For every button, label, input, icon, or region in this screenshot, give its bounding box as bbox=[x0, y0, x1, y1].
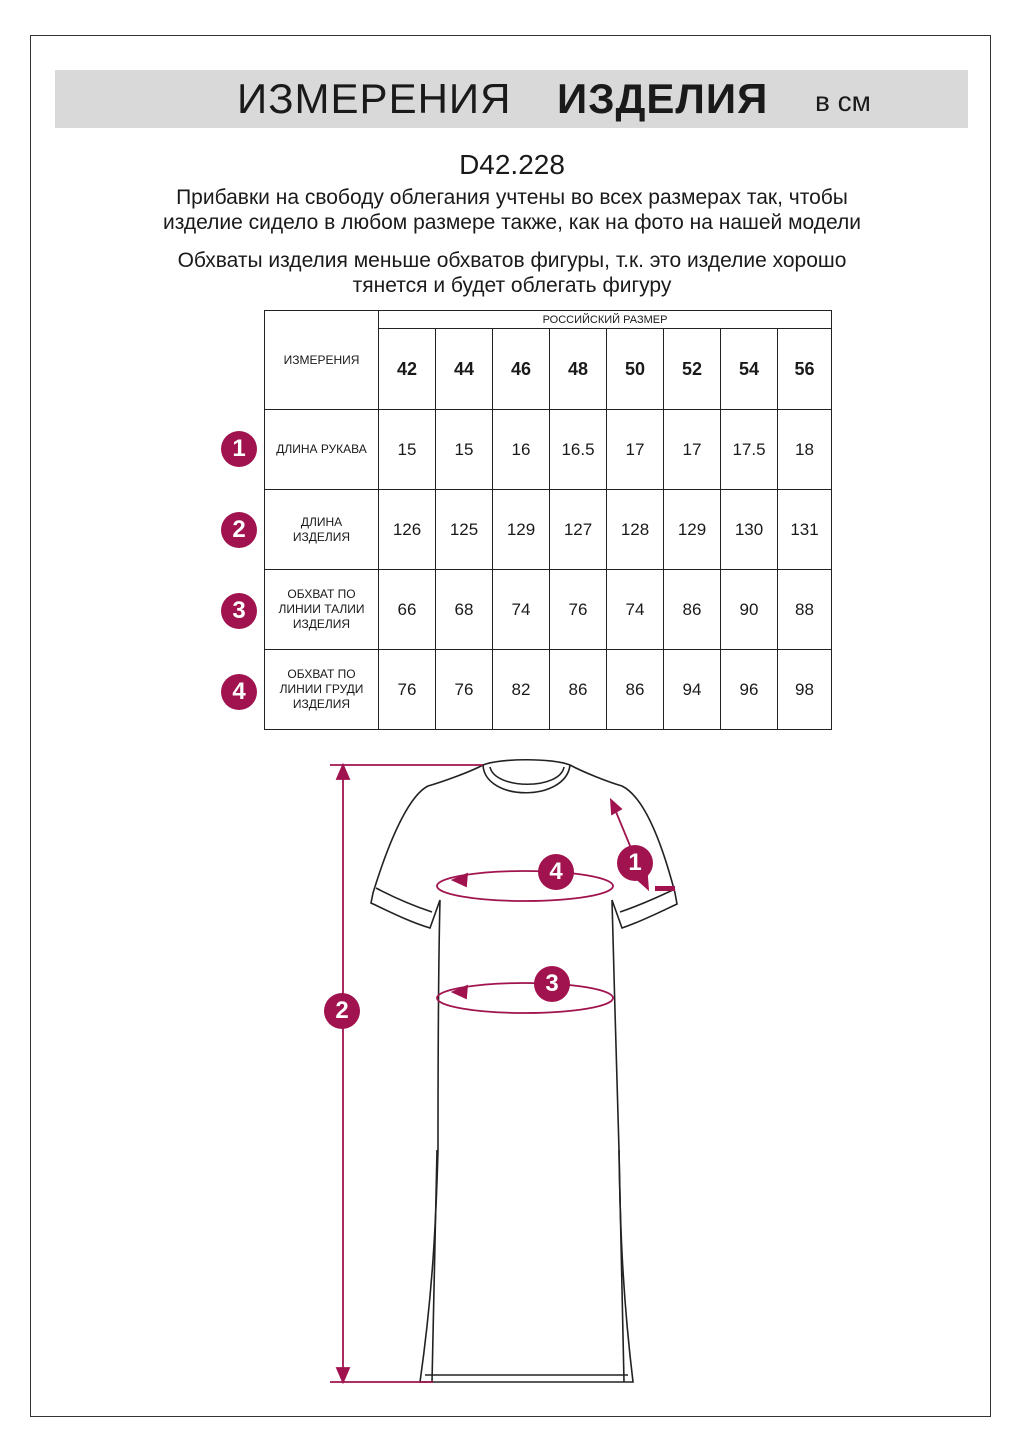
neckline-top bbox=[483, 760, 570, 765]
diagram-marker-length: 2 bbox=[324, 993, 360, 1029]
table-cell: 76 bbox=[550, 570, 607, 650]
table-cell: 15 bbox=[436, 410, 493, 490]
size-header: 56 bbox=[778, 329, 832, 410]
table-cell: 76 bbox=[436, 650, 493, 730]
row-label-line: ОБХВАТ ПО bbox=[287, 587, 356, 601]
table-cell: 86 bbox=[664, 570, 721, 650]
measure-header: ИЗМЕРЕНИЯ bbox=[265, 311, 379, 410]
table-cell: 98 bbox=[778, 650, 832, 730]
table-cell: 128 bbox=[607, 490, 664, 570]
diagram-marker-sleeve: 1 bbox=[617, 845, 653, 881]
size-header: 48 bbox=[550, 329, 607, 410]
row-marker-badge: 4 bbox=[221, 674, 257, 710]
size-header: 42 bbox=[379, 329, 436, 410]
stretch-note-line-2: тянется и будет облегать фигуру bbox=[352, 274, 672, 297]
diagram-marker-waist: 3 bbox=[534, 966, 570, 1002]
size-header: 50 bbox=[607, 329, 664, 410]
table-cell: 82 bbox=[493, 650, 550, 730]
table-cell: 66 bbox=[379, 570, 436, 650]
table-cell: 129 bbox=[664, 490, 721, 570]
row-label-line: ИЗДЕЛИЯ bbox=[292, 617, 351, 631]
neckline-inner bbox=[490, 767, 564, 784]
size-header: 52 bbox=[664, 329, 721, 410]
row-label-line: ДЛИНА РУКАВА bbox=[276, 442, 367, 456]
table-cell: 18 bbox=[778, 410, 832, 490]
row-label-line: ИЗДЕЛИЯ bbox=[292, 697, 351, 711]
size-header: 54 bbox=[721, 329, 778, 410]
title-unit: в см bbox=[815, 86, 871, 117]
length-arrow-head-top bbox=[337, 765, 349, 779]
row-label-line: ЛИНИИ ТАЛИИ bbox=[278, 602, 365, 616]
title-product: ИЗДЕЛИЯ bbox=[557, 75, 769, 122]
title-measurements: ИЗМЕРЕНИЯ bbox=[237, 75, 512, 122]
stretch-note-line-1: Обхваты изделия меньше обхватов фигуры, т.к. это изделие хорошо bbox=[177, 249, 847, 272]
neckline-outer bbox=[483, 765, 570, 793]
row-label-line: ЛИНИИ ГРУДИ bbox=[279, 682, 364, 696]
table-cell: 15 bbox=[379, 410, 436, 490]
table-cell: 86 bbox=[550, 650, 607, 730]
table-cell: 16.5 bbox=[550, 410, 607, 490]
row-label-line: ДЛИНА bbox=[300, 514, 343, 529]
table-cell: 125 bbox=[436, 490, 493, 570]
diagram-marker-bust: 4 bbox=[538, 854, 574, 890]
table-cell: 94 bbox=[664, 650, 721, 730]
row-marker-badge: 2 bbox=[221, 512, 257, 548]
size-header: 46 bbox=[493, 329, 550, 410]
table-cell: 88 bbox=[778, 570, 832, 650]
table-cell: 96 bbox=[721, 650, 778, 730]
table-cell: 131 bbox=[778, 490, 832, 570]
table-cell: 74 bbox=[493, 570, 550, 650]
table-cell: 17.5 bbox=[721, 410, 778, 490]
size-header: 44 bbox=[436, 329, 493, 410]
table-cell: 126 bbox=[379, 490, 436, 570]
table-cell: 76 bbox=[379, 650, 436, 730]
table-cell: 17 bbox=[607, 410, 664, 490]
table-cell: 68 bbox=[436, 570, 493, 650]
table-cell: 74 bbox=[607, 570, 664, 650]
table-cell: 90 bbox=[721, 570, 778, 650]
row-marker-badge: 1 bbox=[221, 431, 257, 467]
sleeve-arrow-head-top bbox=[611, 800, 621, 814]
row-label-line: ОБХВАТ ПО bbox=[287, 667, 356, 681]
table-cell: 127 bbox=[550, 490, 607, 570]
fit-note-line-1: Прибавки на свободу облегания учтены во всех размерах так, чтобы bbox=[176, 186, 848, 209]
table-cell: 86 bbox=[607, 650, 664, 730]
table-cell: 129 bbox=[493, 490, 550, 570]
row-label-line: ИЗДЕЛИЯ bbox=[292, 529, 351, 544]
size-group-header: РОССИЙСКИЙ РАЗМЕР bbox=[379, 311, 832, 329]
table-cell: 130 bbox=[721, 490, 778, 570]
length-arrow-head-bottom bbox=[337, 1368, 349, 1382]
row-marker-badge: 3 bbox=[221, 593, 257, 629]
sleeve-cuff-left bbox=[376, 888, 432, 912]
fit-note-line-2: изделие сидело в любом размере также, как на фото на нашей модели bbox=[163, 211, 861, 234]
table-cell: 17 bbox=[664, 410, 721, 490]
article-code: D42.228 bbox=[459, 149, 565, 180]
label-tag bbox=[655, 886, 675, 891]
table-cell: 16 bbox=[493, 410, 550, 490]
